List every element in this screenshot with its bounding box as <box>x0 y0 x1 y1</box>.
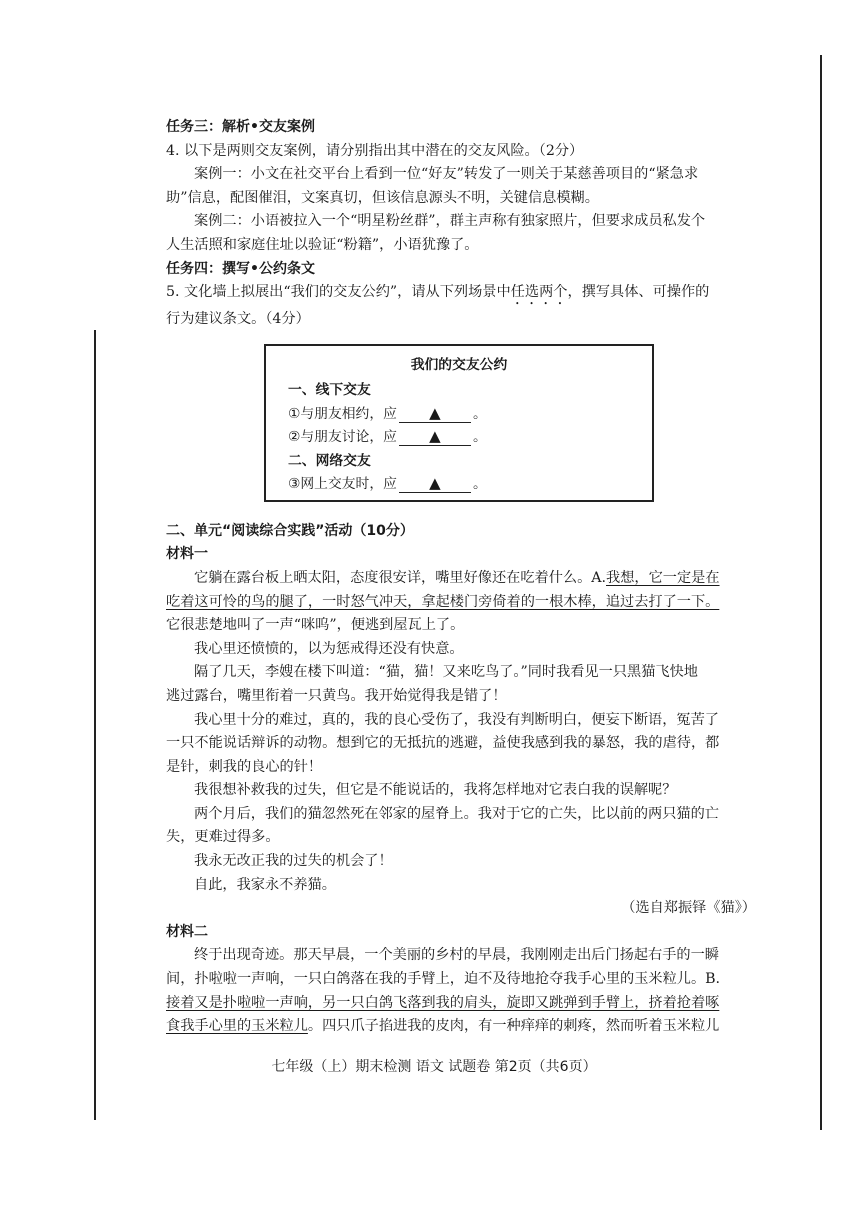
task3-title: 任务三：解析•交友案例 <box>166 119 315 135</box>
case1-line2: 助”信息，配图催泪，文案真切，但该信息源头不明，关键信息模糊。 <box>166 189 599 206</box>
exam-page-content <box>166 116 756 1039</box>
m1-p2: 我心里还愤愤的，以为惩戒得还没有快意。 <box>194 640 464 657</box>
question-5-line1: 5. 文化墙上拟展出“我们的交友公约”，请从下列场景中任选两个，撰写具体、可操作的 <box>166 284 710 301</box>
m1-p6-line2: 失，更难过得多。 <box>166 829 280 846</box>
m2-p1-line4: 食我手心里的玉米粒儿。四只爪子掐进我的皮肉，有一种痒痒的刺疼，然而听着玉米粒儿 <box>166 1018 720 1035</box>
m1-p5: 我很想补救我的过失，但它是不能说话的，我将怎样地对它表白我的误解呢？ <box>194 782 677 799</box>
page-footer: 七年级（上）期末检测 语文 试题卷 第2页（共6页） <box>271 1059 597 1075</box>
case2-line2: 人生活照和家庭住址以验证“粉籍”，小语犹豫了。 <box>166 236 479 253</box>
m1-p1-line3: 它很悲楚地叫了一声“咪呜”，便逃到屋瓦上了。 <box>166 617 465 634</box>
m2-p1-line3 <box>166 992 756 1016</box>
m1-p1-line1: 它躺在露台板上晒太阳，态度很安详，嘴里好像还在吃着什么。A.我想，它一定是在 <box>194 569 720 586</box>
triangle-icon: ▲ <box>429 474 441 493</box>
m2-p1-line2: 间，扑啦啦一声响，一只白鸽落在我的手臂上，迫不及待地抢夺我手心里的玉米粒儿。B. <box>166 971 721 988</box>
m2-p1-line1: 终于出现奇迹。那天早晨，一个美丽的乡村的早晨，我刚刚走出后门扬起右手的一瞬 <box>194 947 719 964</box>
m1-p1-line2: 吃着这可怜的鸟的腿了，一时怒气冲天，拿起楼门旁倚着的一根木棒，追过去打了一下。 <box>166 593 720 610</box>
triangle-icon: ▲ <box>429 427 441 446</box>
m1-p3-line1: 隔了几天，李嫂在楼下叫道：“猫，猫！又来吃鸟了。”同时我看见一只黑猫飞快地 <box>194 664 698 681</box>
box-item-3: ③网上交友时，应 ▲ 。 <box>288 474 487 493</box>
page-edge-right <box>820 55 822 1130</box>
box-item-1: ①与朋友相约，应 ▲ 。 <box>288 403 487 422</box>
friendship-convention-box <box>264 344 654 502</box>
box-section-online: 二、网络交友 <box>288 452 371 469</box>
answer-blank-3[interactable] <box>399 475 471 493</box>
answer-blank-2[interactable] <box>399 428 471 446</box>
question-5-line2: 行为建议条文。（4分） <box>166 311 310 328</box>
m1-p3-line2: 逃过露台，嘴里衔着一只黄鸟。我开始觉得我是错了！ <box>166 687 507 704</box>
m1-p6-line1: 两个月后，我们的猫忽然死在邻家的屋脊上。我对于它的亡失，比以前的两只猫的亡 <box>194 805 719 822</box>
material2-title: 材料二 <box>166 923 208 940</box>
m1-p4-line1: 我心里十分的难过，真的，我的良心受伤了，我没有判断明白，便妄下断语，冤苦了 <box>194 711 719 728</box>
emphasis-text: 任选两个 <box>510 284 568 301</box>
m1-p7: 我永无改正我的过失的机会了！ <box>194 853 393 870</box>
m1-p8: 自此，我家永不养猫。 <box>194 876 336 893</box>
answer-blank-1[interactable] <box>399 405 471 423</box>
case2-line1: 案例二：小语被拉入一个“明星粉丝群”，群主声称有独家照片，但要求成员私发个 <box>194 213 706 230</box>
page-edge-left <box>94 330 96 1120</box>
material1-title: 材料一 <box>166 546 208 563</box>
underlined-sentence-a: 我想，它一定是在 <box>606 569 720 586</box>
task4-title: 任务四：撰写•公约条文 <box>166 260 315 277</box>
box-title: 我们的交友公约 <box>410 356 508 373</box>
underlined-sentence-b: 接着又是扑啦啦一声响，另一只白鸽飞落到我的肩头，旋即又跳弹到手臂上，挤着抢着啄 <box>166 994 720 1011</box>
box-section-offline: 一、线下交友 <box>288 382 371 399</box>
box-item-2: ②与朋友讨论，应 ▲ 。 <box>288 427 487 446</box>
m1-p4-line3: 是针，刺我的良心的针！ <box>166 758 323 775</box>
triangle-icon: ▲ <box>429 403 441 422</box>
m1-p4-line2: 一只不能说话辩诉的动物。想到它的无抵抗的逃避，益使我感到我的暴怒，我的虐待，都 <box>166 735 720 752</box>
material1-source: （选自郑振铎《猫》） <box>621 900 756 917</box>
case1-line1: 案例一：小文在社交平台上看到一位“好友”转发了一则关于某慈善项目的“紧急求 <box>194 166 699 183</box>
question-4: 4. 以下是两则交友案例，请分别指出其中潜在的交友风险。（2分） <box>166 142 584 159</box>
part2-title: 二、单元“阅读综合实践”活动（10分） <box>166 522 414 539</box>
